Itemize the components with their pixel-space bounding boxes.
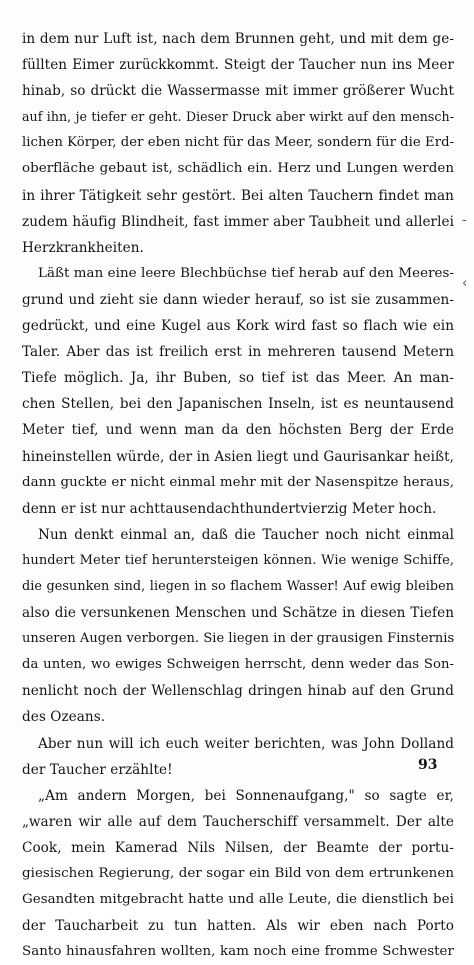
text-line: die gesunken sind, liegen in so flachem Wasser! Auf ewig bleiben	[22, 578, 454, 594]
text-line: Meter tief, und wenn man da den höchsten Berg der Erde	[22, 422, 454, 439]
text-line: denn er ist nur achttausendachthundertvierzig Meter hoch.	[22, 500, 437, 517]
text-line: Taler. Aber das ist freilich erst in mehreren tausend Metern	[22, 344, 454, 361]
text-line: füllten Eimer zurückkommt. Steigt der Taucher nun ins Meer	[22, 57, 454, 74]
text-line: Gesandten mitgebracht hatte und alle Leute, die dienstlich bei	[22, 892, 454, 908]
text-line: chen Stellen, bei den Japanischen Inseln, ist es neuntausend	[22, 396, 454, 413]
text-line: „waren wir alle auf dem Taucherschiff versammelt. Der alte	[22, 813, 454, 830]
paragraph	[22, 261, 454, 522]
text-line: Tiefe möglich. Ja, ihr Buben, so tief ist das Meer. An man-	[22, 370, 454, 387]
text-line: Herzkrankheiten.	[22, 239, 144, 256]
text-line: hundert Meter tief heruntersteigen können. Wie wenige Schiffe,	[22, 552, 454, 568]
paragraph	[22, 731, 454, 783]
text-line: der Taucharbeit zu tun hatten. Als wir eben nach Porto	[22, 918, 454, 935]
margin-mark: -	[462, 213, 467, 228]
paragraph	[22, 522, 454, 731]
text-line: hineinstellen würde, der in Asien liegt und Gaurisankar heißt,	[22, 448, 454, 465]
text-line: hinab, so drückt die Wassermasse mit immer größerer Wucht	[22, 83, 454, 100]
text-line: grund und zieht sie dann wieder herauf, so ist sie zusammen-	[22, 291, 454, 308]
text-line: dann guckte er nicht einmal mehr mit der Nasenspitze heraus,	[22, 474, 454, 490]
text-line: der Taucher erzählte!	[22, 761, 173, 778]
text-line: auf ihn, je tiefer er geht. Dieser Druck aber wirkt auf den mensch-	[22, 109, 454, 125]
text-line: Läßt man eine leere Blechbüchse tief herab auf den Meeres-	[38, 265, 454, 281]
text-line: giesischen Regierung, der sogar ein Bild von dem ertrunkenen	[22, 866, 454, 881]
text-line: da unten, wo ewiges Schweigen herrscht, denn weder das Son-	[22, 657, 454, 673]
text-line: unseren Augen verborgen. Sie liegen in der grausigen Finsternis	[22, 631, 454, 647]
text-line: „Am andern Morgen, bei Sonnenaufgang," so sagte er,	[38, 787, 454, 804]
paragraph	[22, 26, 454, 261]
text-line: Nun denkt einmal an, daß die Taucher noch nicht einmal	[38, 526, 454, 543]
body-text	[22, 26, 454, 965]
page-number: 93	[418, 757, 438, 773]
text-line: in ihrer Tätigkeit sehr gestört. Bei alten Tauchern findet man	[22, 187, 454, 204]
text-line: also die versunkenen Menschen und Schätze in diesen Tiefen	[22, 605, 454, 622]
paragraph	[22, 783, 454, 965]
text-line: Santo hinausfahren wollten, kam noch eine fromme Schwester	[22, 944, 454, 960]
text-line: oberfläche gebaut ist, schädlich ein. Herz und Lungen werden	[22, 161, 454, 177]
text-line: gedrückt, und eine Kugel aus Kork wird fast so flach wie ein	[22, 318, 454, 335]
margin-mark: ‹	[462, 276, 468, 291]
text-line: nenlicht noch der Wellenschlag dringen hinab auf den Grund	[22, 683, 454, 700]
text-line: lichen Körper, der eben nicht für das Meer, sondern für die Erd-	[22, 135, 454, 151]
text-line: zudem häufig Blindheit, fast immer aber Taubheit und allerlei	[22, 213, 454, 230]
text-line: in dem nur Luft ist, nach dem Brunnen geht, und mit dem ge-	[22, 31, 454, 47]
text-line: Aber nun will ich euch weiter berichten, was John Dolland	[38, 735, 454, 752]
text-line: Cook, mein Kamerad Nils Nilsen, der Beamte der portu-	[22, 839, 454, 856]
text-line: des Ozeans.	[22, 709, 106, 726]
